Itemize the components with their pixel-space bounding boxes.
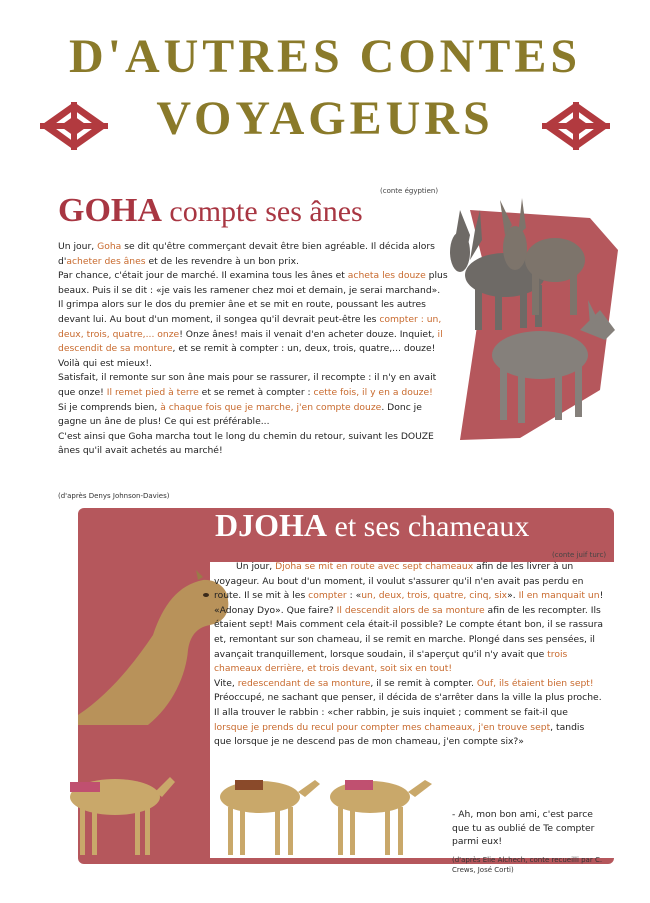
story2-para4: - Ah, mon bon ami, c'est parce que tu as oublié de Te compter parmi eux!: [452, 809, 595, 847]
story1-para5: Si je comprends bien, à chaque fois que je marche, j'en compte douze. Donc je gagne un âne de plus! Ce qui est préférable...: [58, 401, 422, 428]
story2-title-name: DJOHA: [215, 507, 327, 543]
ornament-left-icon: [38, 100, 110, 152]
story2-title-rest: et ses chameaux: [327, 510, 530, 543]
story1-text: [58, 240, 448, 459]
page-title-line1: D'AUTRES CONTES: [68, 30, 582, 83]
story1-para1: Un jour, Goha se dit qu'être commerçant devait être bien agréable. Il décida alors d'acheter des ânes et de les revendre à un bon prix.: [58, 241, 435, 267]
story2-title: [215, 507, 529, 544]
story1-para4: Satisfait, il remonte sur son âne mais pour se rassurer, il recompte : il n'y en avait que onze! Il remet pied à terre et se remet à compter : cette fois, il y en a douze!: [58, 372, 437, 398]
story1-para3: Il grimpa alors sur le dos du premier âne et se mit en route, poussant les autres devant lui. Au bout d'un moment, il songea qu'il devrait peut-être les compter : un, deux, trois, quatre,... onze! Onze ânes! mais il venait d'en acheter douze. Inquiet, il descendit de sa monture, et se remit à compter : un, deux, trois, quatre,... douze! Voilà qui est mieux!.: [58, 299, 443, 369]
story1-title: [58, 192, 363, 230]
story2-origin: (conte juif turc): [552, 551, 607, 559]
story1-origin: (conte égyptien): [380, 187, 439, 195]
ornament-right-icon: [540, 100, 612, 152]
camels-caravan-illustration: [40, 762, 450, 862]
story1-para6: C'est ainsi que Goha marcha tout le long du chemin du retour, suivant les DOUZE ânes qu'il avait achetés au marché!: [58, 430, 434, 457]
page-title-line2: VOYAGEURS: [156, 92, 494, 145]
donkeys-illustration: [440, 190, 620, 440]
story2-para3: Préoccupé, ne sachant que penser, il décida de s'arrêter dans la ville la plus proche. Il alla trouver le rabbin : «cher rabbin, je suis inquiet ; comment se fait-il que lorsque je prends du recul pour compter mes chameaux, j'en trouve sept, tandis que lorsque je ne descend pas de mon chameau, j'en compte six?»: [214, 692, 602, 748]
story2-para1: Un jour, Djoha se mit en route avec sept chameaux afin de les livrer à un voyageur. Au bout d'un moment, il voulut s'assurer qu'il n'en avait pas perdu en route. Il se mit à les compter : «un, deux, trois, quatre, cinq, six». Il en manquait un! «Adonay Dyo». Que faire? Il descendit alors de sa monture afin de les recompter. Ils étaient sept! Mais comment cela était-il possible? Le compte étant bon, il se rassura et, remontant sur son chameau, il se remit en marche. Plongé dans ses pensées, il avançait tranquillement, lorsque soudain, il s'aperçut qu'il n'y avait que trois chameaux derrière, et trois devant, soit six en tout!: [214, 561, 604, 675]
story2-text: [214, 560, 604, 750]
story2-source: (d'après Elie Alchech, conte recueilli par C. Crews, José Corti): [452, 856, 603, 874]
story1-para2: Par chance, c'était jour de marché. Il examina tous les ânes et acheta les douze plus beaux. Puis il se dit : «je vais les ramener chez moi et demain, je serai marchand».: [58, 270, 448, 296]
story2-para2: Vite, redescendant de sa monture, il se remit à compter. Ouf, ils étaient bien sept!: [214, 677, 594, 689]
story2-ending: [452, 808, 604, 849]
story1-title-name: GOHA: [58, 192, 162, 229]
story1-source: (d'après Denys Johnson-Davies): [58, 492, 170, 500]
story1-title-rest: compte ses ânes: [161, 195, 363, 228]
